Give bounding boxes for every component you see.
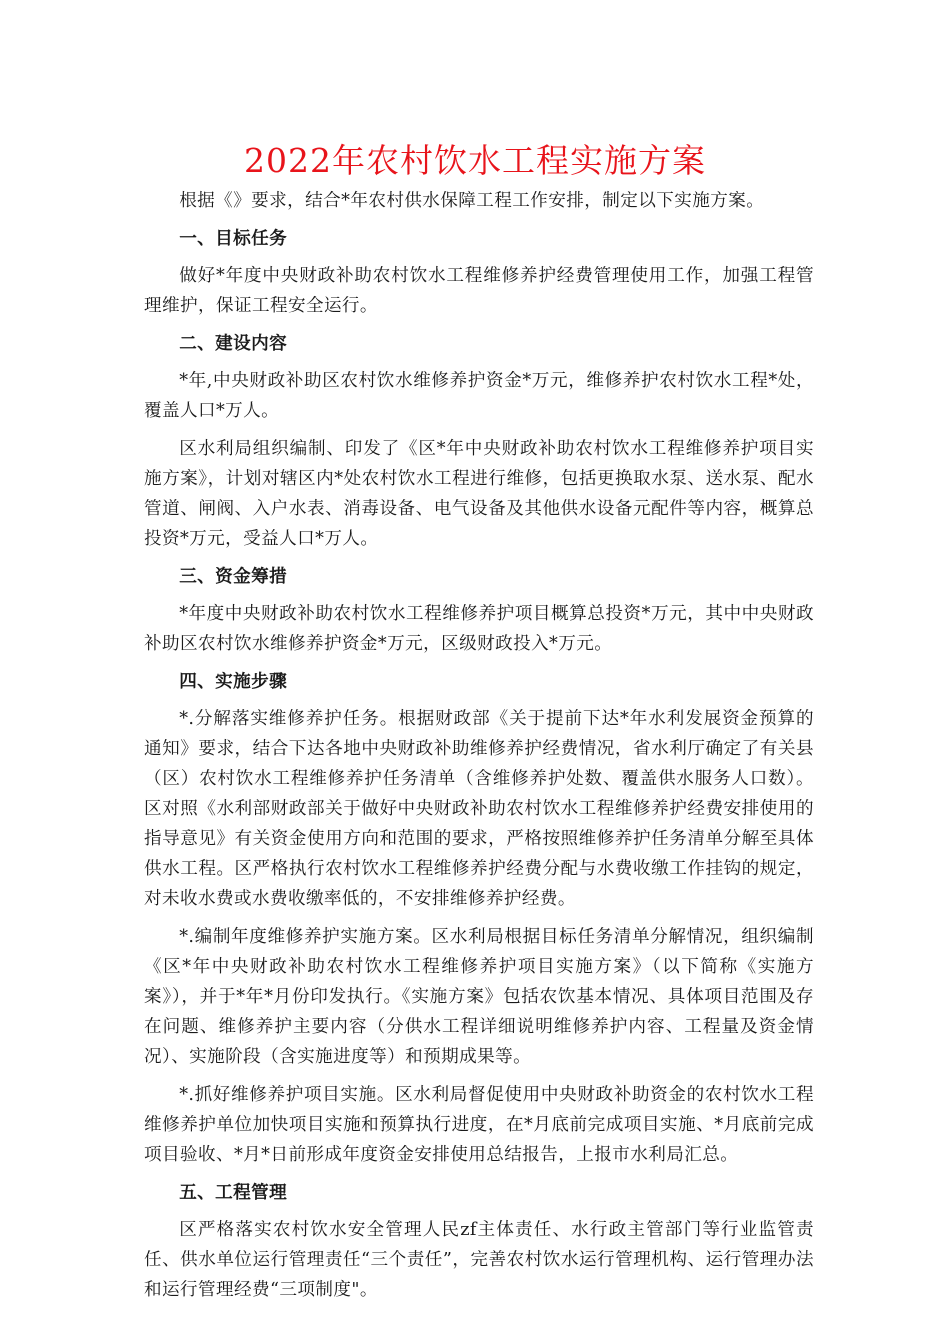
section-paragraph: 区水利局组织编制、印发了《区*年中央财政补助农村饮水工程维修养护项目实施方案》，计划对辖区内*处农村饮水工程进行维修，包括更换取水泵、送水泵、配水管道、闸阀、入户水表、消毒设备、电气设备及其他供水设备元配件等内容，概算总投资*万元，受益人口*万人。 — [144, 439, 814, 549]
document-title: 2022年农村饮水工程实施方案 — [244, 141, 706, 180]
section-paragraph: *.抓好维修养护项目实施。区水利局督促使用中央财政补助资金的农村饮水工程维修养护单位加快项目实施和预算执行进度，在*月底前完成项目实施、*月底前完成项目验收、*月*日前形成年度资金安排使用总结报告，上报市水利局汇总。 — [144, 1085, 814, 1165]
section-heading-steps: 四、实施步骤 — [179, 672, 288, 692]
section-paragraph: *.分解落实维修养护任务。根据财政部《关于提前下达*年水利发展资金预算的通知》要求，结合下达各地中央财政补助维修养护经费情况，省水利厅确定了有关县（区）农村饮水工程维修养护任务清单（含维修养护处数、覆盖供水服务人口数）。区对照《水利部财政部关于做好中央财政补助农村饮水工程维修养护经费安排使用的指导意见》有关资金使用方向和范围的要求，严格按照维修养护任务清单分解至具体供水工程。区严格执行农村饮水工程维修养护经费分配与水费收缴工作挂钩的规定，对未收水费或水费收缴率低的，不安排维修养护经费。 — [144, 709, 814, 909]
section-heading-funding: 三、资金筹措 — [179, 567, 288, 587]
document-body — [144, 186, 814, 1313]
section-heading-construction: 二、建设内容 — [179, 334, 288, 354]
section-heading-goals: 一、目标任务 — [179, 229, 288, 249]
section-heading-management: 五、工程管理 — [179, 1183, 288, 1203]
section-paragraph: 做好*年度中央财政补助农村饮水工程维修养护经费管理使用工作，加强工程管理维护，保证工程安全运行。 — [144, 266, 814, 316]
section-paragraph: *.编制年度维修养护实施方案。区水利局根据目标任务清单分解情况，组织编制《区*年中央财政补助农村饮水工程维修养护项目实施方案》（以下简称《实施方案》），并于*年*月份印发执行。《实施方案》包括农饮基本情况、具体项目范围及存在问题、维修养护主要内容（分供水工程详细说明维修养护内容、工程量及资金情况）、实施阶段（含实施进度等）和预期成果等。 — [144, 927, 814, 1067]
section-paragraph: *年度中央财政补助农村饮水工程维修养护项目概算总投资*万元，其中中央财政补助区农村饮水维修养护资金*万元，区级财政投入*万元。 — [144, 604, 814, 654]
section-paragraph: 区严格落实农村饮水安全管理人民zf主体责任、水行政主管部门等行业监管责任、供水单位运行管理责任“三个责任”，完善农村饮水运行管理机构、运行管理办法和运行管理经费“三项制度"。 — [144, 1220, 814, 1300]
intro-paragraph: 根据《》要求，结合*年农村供水保障工程工作安排，制定以下实施方案。 — [179, 191, 765, 211]
section-paragraph: *年,中央财政补助区农村饮水维修养护资金*万元，维修养护农村饮水工程*处，覆盖人口*万人。 — [144, 371, 814, 421]
